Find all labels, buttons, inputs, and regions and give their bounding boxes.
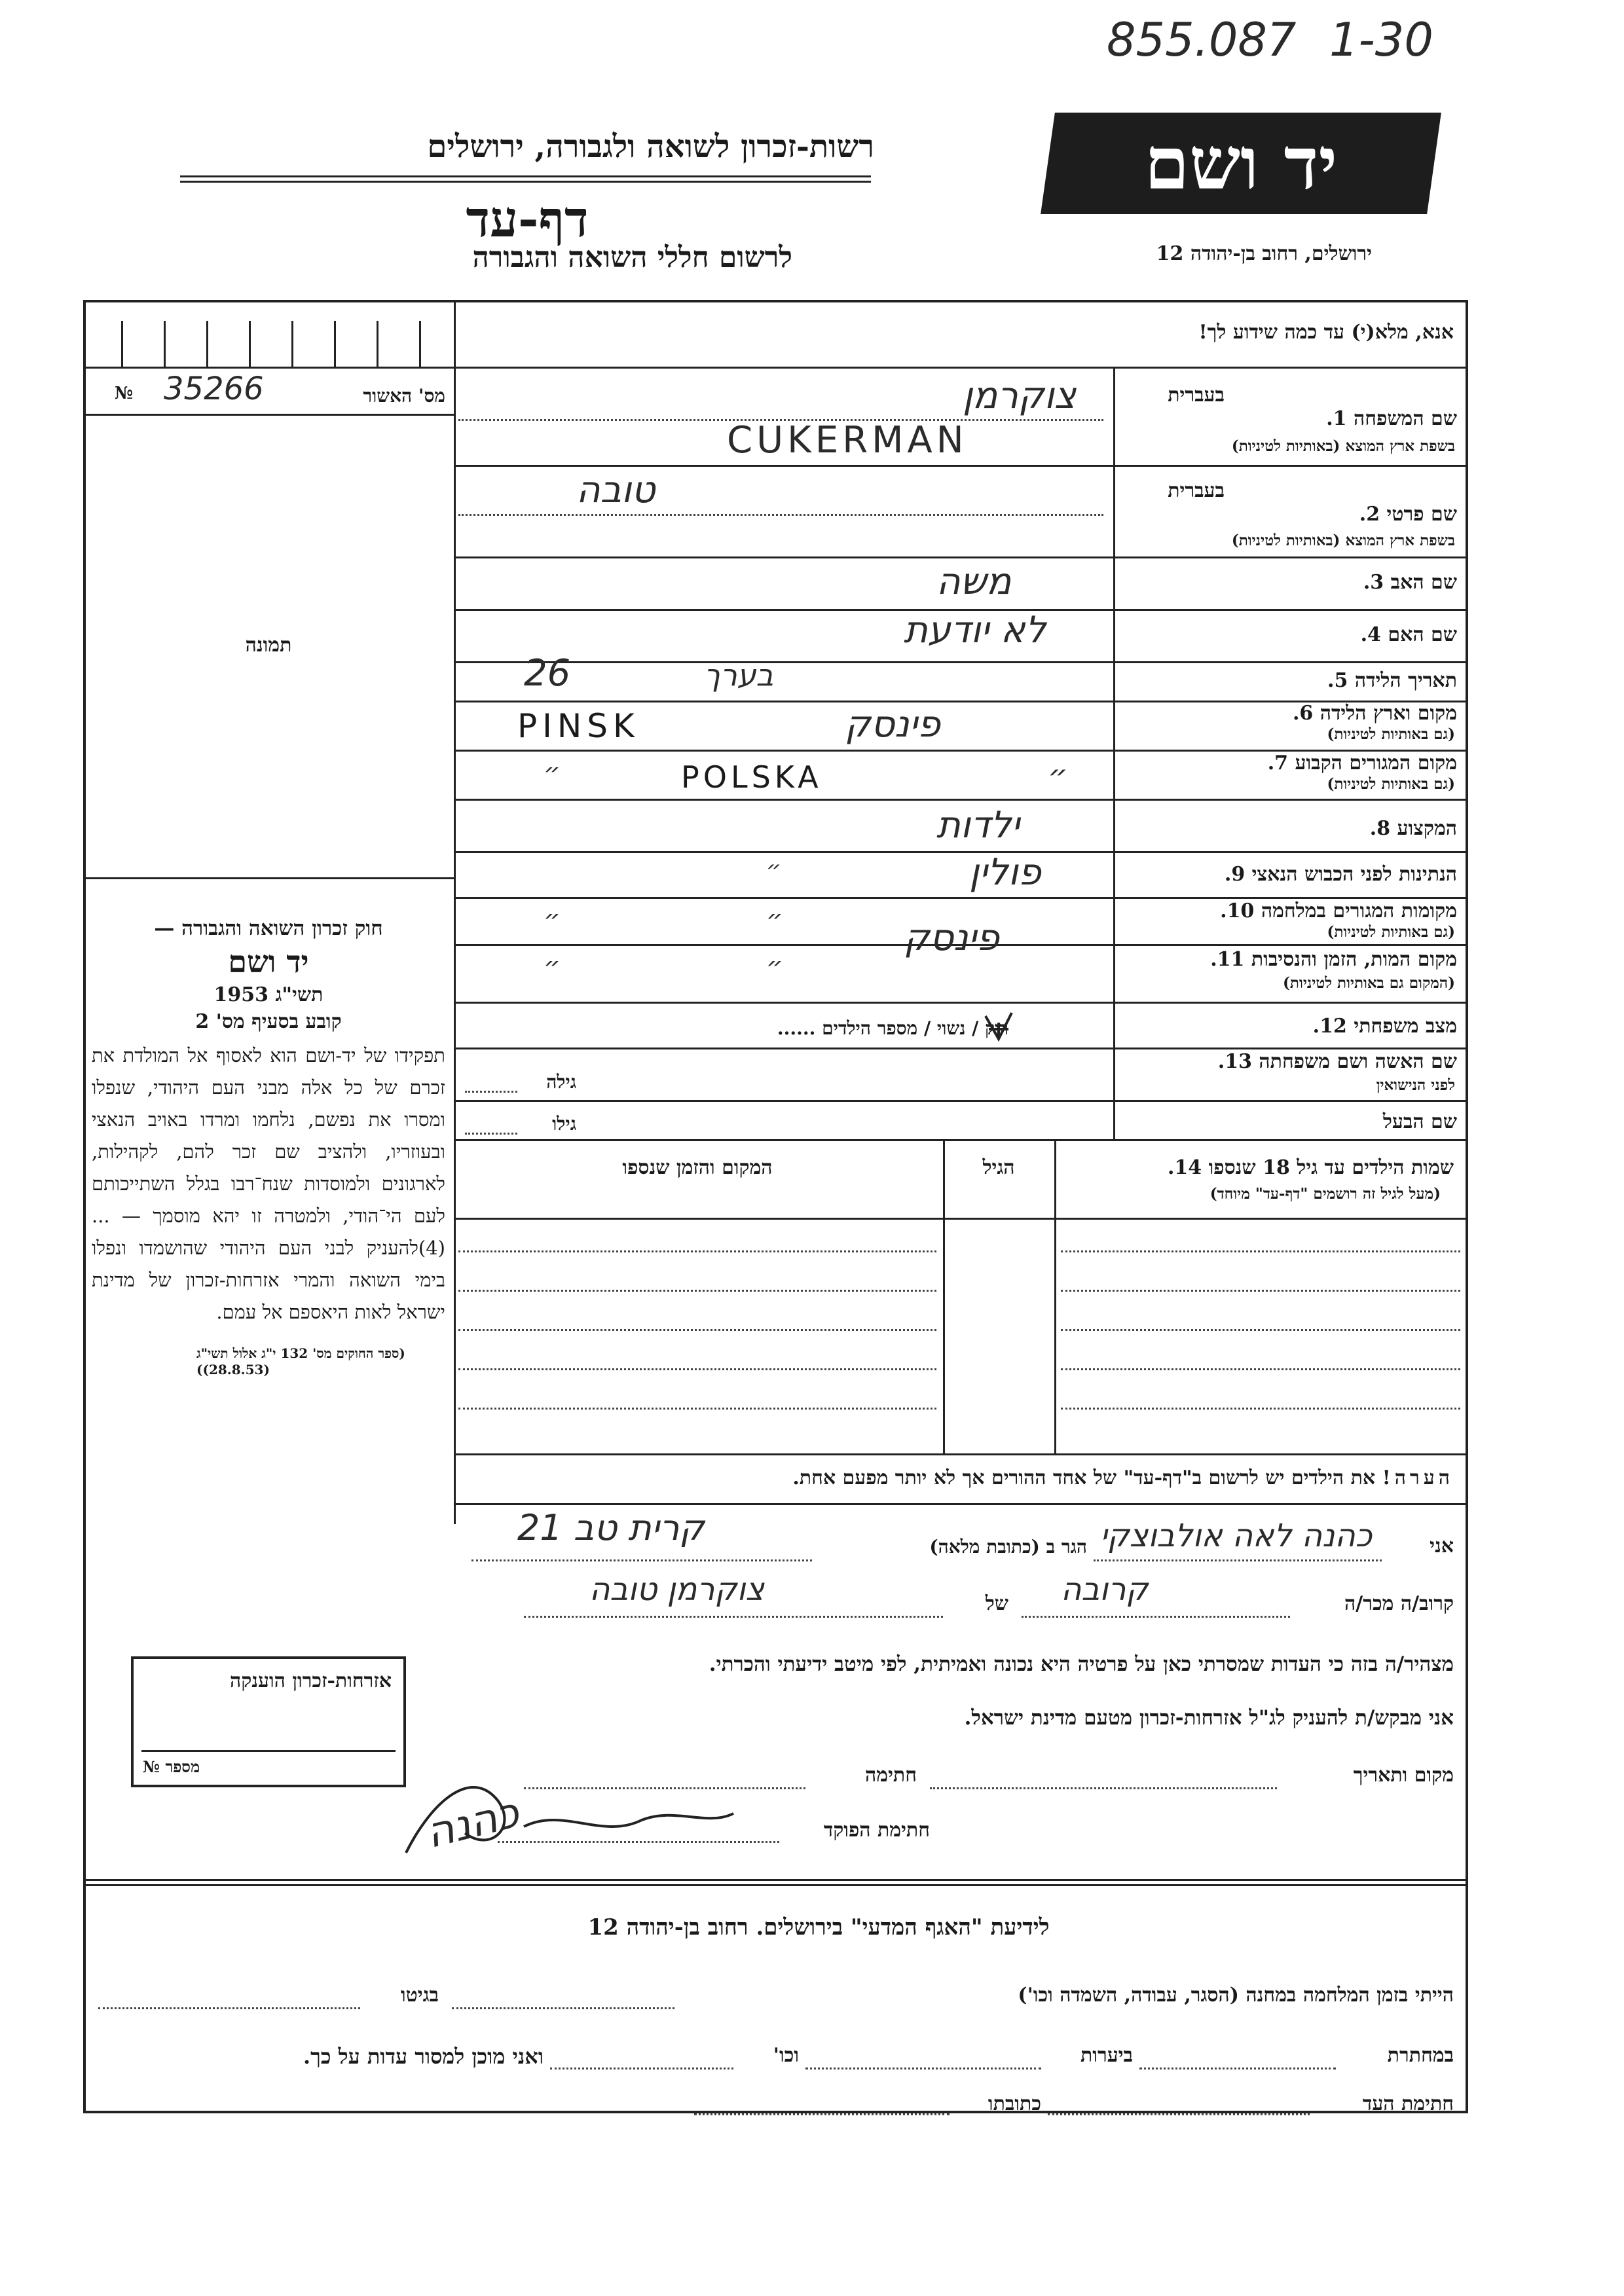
husband-age-label: גילו (552, 1113, 576, 1135)
place-date-label: מקום ותאריך (1353, 1764, 1454, 1787)
nationality[interactable]: פולין (969, 851, 1041, 894)
field-1-lang: בעברית (1168, 384, 1225, 407)
first-name-hebrew[interactable]: טובה (576, 469, 655, 511)
approval-label: מס' האשור (363, 385, 445, 407)
witness-address[interactable]: קרית טב 21 (517, 1507, 705, 1548)
field-4-label: שם האם 4. (1360, 623, 1457, 646)
citizenship-title: אזרחות-זכרון הוענקה (229, 1669, 392, 1692)
marital-options: רוק / נשוי / מספר הילדים ...... (777, 1017, 1008, 1039)
field-11-sub: (המקום גם באותיות לטיניות) (1283, 974, 1455, 992)
declaration-prefix: אני (1430, 1535, 1454, 1558)
address: ירושלים, רחוב בן-יהודה 12 (1156, 242, 1372, 265)
field-2-lang: בעברית (1168, 479, 1225, 502)
field-5-label: תאריך הלידה 5. (1327, 669, 1457, 692)
witness-address-label: כתובתו (987, 2092, 1041, 2115)
witness-signature-label: חתימת העד (1362, 2092, 1454, 2115)
logo-text: יד ושם (1144, 121, 1338, 206)
declaration-request: אני מבקש/ת להעניק לג"ל אזרחות-זכרון מטעם מדינת ישראל. (964, 1706, 1454, 1730)
instruction: אנא, מלא(י) עד כמה שידוע לך! (1198, 321, 1454, 344)
law-name: יד ושם (228, 944, 309, 979)
relation-label: קרוב/ה מכר/ה (1344, 1592, 1454, 1615)
field-7-sub: (גם באותיות לטיניות) (1327, 775, 1455, 793)
page-mark: 1-30 (1329, 13, 1433, 67)
residence-ditto-1[interactable]: ״ (544, 758, 561, 788)
bottom-line1-suffix: בגיטו (400, 1984, 439, 2007)
underground-label: במחתרת (1387, 2044, 1454, 2067)
war-residence-ditto-2[interactable]: ״ (766, 905, 783, 935)
field-1-label: שם המשפחה 1. (1326, 407, 1457, 430)
declaration-statement: מצהיר/ה בזה כי העדות שמסרתי כאן על פרטיה היא נכונה ואמיתית, לפי מיטב ידיעתי והכרתי. (709, 1652, 1454, 1676)
officer-signature[interactable]: כהנה (421, 1788, 524, 1859)
birth-date[interactable]: 26 (524, 652, 571, 695)
children-subtitle: (מעל לגיל זה רושמים "דף-עד" מיוחד) (1209, 1185, 1441, 1203)
wife-age-label: גילה (546, 1071, 576, 1093)
field-6-label: מקום וארץ הלידה 6. (1292, 702, 1457, 725)
law-text: תפקידו של יד-ושם הוא לאסוף אל המולדת את זכרם של כל אלה מבני העם היהודי, שנפלו ומסרו את נפשם, נלחמו ומרדו באויב הנאצי ובעוזריו, ולהציב שם זכר להם, לקהילות, לארגונים ולמוסדות שנח־רבו בגלל השתייכותם לעם הי־הודי, ולמטרה זו יהא מוסמך — ...(4)להעניק לבני העם היהודי שהושמדו ונפלו בימי השואה והמרי אזרחות-זכרון של מדינת ישראל לאות היאספם אל עמם. (92, 1044, 445, 1323)
of-label: של (985, 1592, 1008, 1615)
approval-symbol: № (115, 384, 134, 403)
law-clause: קובע בסעיף מס' 2 (195, 1010, 342, 1033)
archive-number: 855.087 (1107, 13, 1297, 67)
etc-label: וכו' (773, 2044, 799, 2067)
field-10-label: מקומות המגורים במלחמה 10. (1220, 900, 1457, 922)
death-place[interactable]: פינסק (904, 917, 999, 959)
law-box (92, 917, 445, 1377)
husband-label: שם הבעל (1382, 1110, 1457, 1133)
officer-signature-label: חתימת הפוקד (823, 1819, 930, 1842)
mother-name[interactable]: לא יודעת (904, 609, 1046, 651)
field-2-sub: בשפת ארץ המוצא (באותיות לטיניות) (1231, 532, 1455, 549)
citizenship-box (131, 1656, 406, 1787)
children-col-place: המקום והזמן שנספו (622, 1156, 773, 1179)
law-year: תשי"ג 1953 (213, 983, 323, 1006)
death-circumstances-ditto[interactable]: ״ (766, 952, 783, 982)
nationality-ditto[interactable]: ״ (766, 856, 782, 883)
children-title: שמות הילדים עד גיל 18 שנספו 14. (1167, 1156, 1454, 1179)
field-3-label: שם האב 3. (1363, 571, 1457, 594)
birth-date-approx[interactable]: בערך (704, 657, 774, 693)
bottom-line1: הייתי בזמן המלחמה במחנה (הסגר, עבודה, השמדה וכו') (1018, 1984, 1454, 2007)
signature-label: חתימה (865, 1764, 917, 1787)
field-13-sub: לפני הנישואין (1376, 1076, 1455, 1094)
war-residence-ditto-1[interactable]: ״ (544, 905, 561, 935)
relation-value[interactable]: קרובה (1061, 1571, 1149, 1608)
field-11-label: מקום המות, הזמן והנסיבות 11. (1210, 948, 1457, 971)
field-2-label: שם פרטי 2. (1359, 503, 1457, 526)
law-title: חוק זכרון השואה והגבורה — (154, 917, 383, 940)
law-source: (ספר החוקים מס' 132 י"ג אלול תשי"ג (28.8.53)) (196, 1345, 405, 1377)
resides-label: הגר ב (כתובת מלאה) (929, 1536, 1087, 1558)
form-subtitle: לרשום חללי השואה והגבורה (472, 241, 792, 274)
field-10-sub: (גם באותיות לטיניות) (1327, 923, 1455, 941)
testimony-label: ואני מוכן למסור עדות על כך. (303, 2044, 544, 2069)
field-6-sub: (גם באותיות לטיניות) (1327, 725, 1455, 743)
forests-label: ביערות (1080, 2044, 1133, 2067)
residence-latin[interactable]: POLSKA (681, 759, 822, 795)
field-7-label: מקום המגורים הקבוע 7. (1267, 752, 1457, 774)
occupation[interactable]: ילדות (936, 804, 1020, 847)
field-13-label: שם האשה ושם משפחתה 13. (1217, 1050, 1457, 1073)
death-time-ditto[interactable]: ״ (544, 952, 561, 982)
note: הערה! את הילדים יש לרשום ב"דף-עד" של אחד ההורים אך לא יותר מפעם אחת. (792, 1467, 1454, 1489)
field-12-label: מצב משפחתי 12. (1312, 1015, 1457, 1038)
field-9-label: הנתינות לפני הכבוש הנאצי 9. (1224, 863, 1457, 886)
birth-place-hebrew[interactable]: פינסק (845, 703, 940, 746)
yad-vashem-logo (1041, 113, 1441, 214)
signature-flourish-icon (393, 1761, 747, 1859)
father-name[interactable]: משה (936, 560, 1012, 603)
citizenship-number: מספר № (143, 1757, 200, 1776)
children-col-age: הגיל (982, 1156, 1015, 1179)
approval-number[interactable]: 35266 (164, 371, 264, 407)
family-name-latin[interactable]: CUKERMAN (727, 419, 968, 462)
marital-mark[interactable] (979, 1010, 1018, 1042)
authority-name: רשות-זכרון לשואה ולגבורה, ירושלים (427, 128, 874, 165)
birth-place-latin[interactable]: PINSK (517, 707, 640, 745)
residence-ditto-2[interactable]: ״ (1048, 758, 1068, 795)
field-1-sub: בשפת ארץ המוצא (באותיות לטיניות) (1231, 437, 1455, 455)
witness-name[interactable]: כהנה לאה אולבוצקי (1100, 1518, 1373, 1554)
form-title: דף-עד (466, 190, 589, 248)
photo-label: תמונה (245, 634, 292, 657)
check-mark-icon (979, 1010, 1018, 1042)
bottom-title: לידיעת "האגף המדעי" בירושלים. רחוב בן-יהודה 12 (587, 1914, 1050, 1941)
family-name-hebrew[interactable]: צוקרמן (963, 374, 1077, 417)
of-value[interactable]: צוקרמן טובה (589, 1571, 764, 1608)
field-8-label: המקצוע 8. (1369, 817, 1457, 840)
